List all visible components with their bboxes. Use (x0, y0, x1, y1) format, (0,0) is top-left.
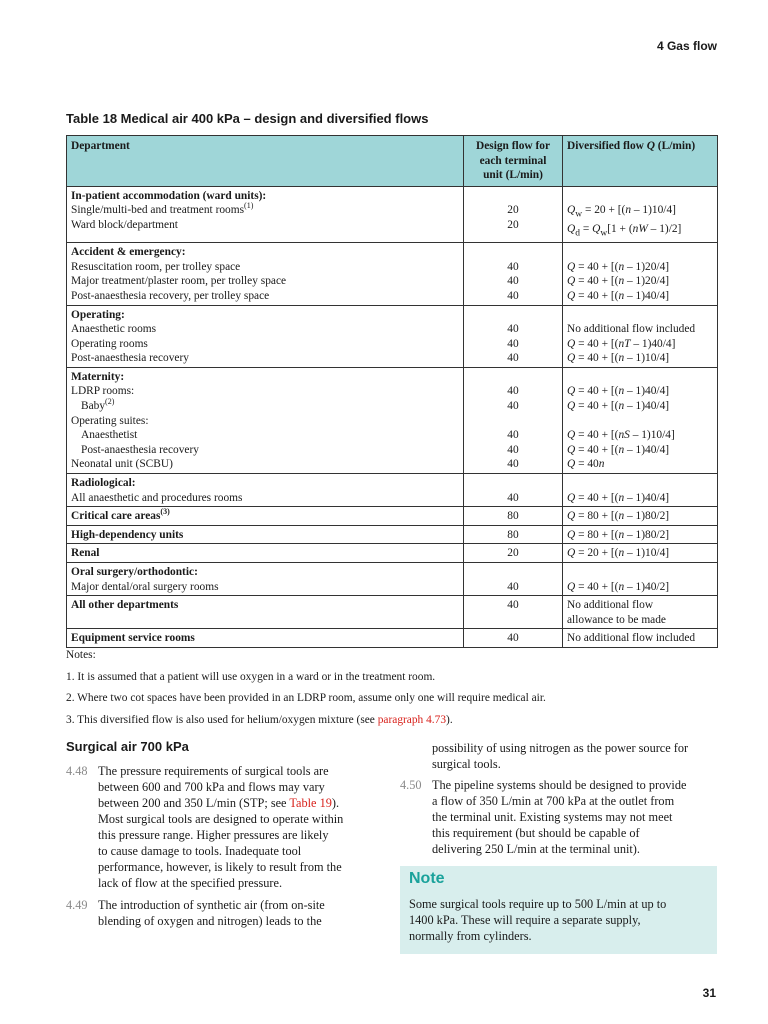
note-box (400, 866, 717, 954)
column-header-diversified-flow: Diversified flow Q (L/min) (563, 136, 718, 187)
note-2: 2. Where two cot spaces have been provided in an LDRP room, assume only one will require medical air. (66, 692, 546, 705)
table-row: All other departments 40 No additional flow allowance to be made (67, 596, 718, 629)
column-header-department: Department (67, 136, 464, 187)
running-head: 4 Gas flow (656, 39, 717, 53)
design-flows-table (66, 135, 718, 648)
table-row: High-dependency units 80 Q = 80 + [(n – 1)80/2] (67, 525, 718, 544)
table-header-row (67, 136, 718, 187)
note-title: Note (409, 870, 445, 887)
table-row: Oral surgery/orthodontic: Major dental/oral surgery rooms 40 Q = 40 + [(n – 1)40/2] (67, 563, 718, 596)
paragraph-4-50: 4.50 The pipeline systems should be designed to provide a flow of 350 L/min at 700 kPa at the outlet from the terminal unit. Existing systems may not meet this requirement (but should be capable of delivering 250 L/min at the terminal unit). (400, 778, 687, 856)
table-row: Radiological: All anaesthetic and procedures rooms 40 Q = 40 + [(n – 1)40/4] (67, 474, 718, 507)
paragraph-4-49: 4.49 The introduction of synthetic air (from on-site blending of oxygen and nitrogen) leads to the (66, 898, 325, 928)
table-19-link[interactable]: Table 19 (289, 796, 332, 810)
table-notes (66, 649, 716, 735)
table-row: Operating: Anaesthetic rooms Operating rooms Post-anaesthesia recovery 40 40 40 No additional flow included Q = 40 + [(nT – 1)40/4] Q = 40 + [(n – 1)10/4] (67, 305, 718, 367)
table-row: Renal 20 Q = 20 + [(n – 1)10/4] (67, 544, 718, 563)
table-row: Maternity: LDRP rooms: Baby$^{(2)}$ Operating suites: Anaesthetist Post-anaesthesia recovery Neonatal unit (SCBU) 40 40 40 40 40 Q = 40 + [(n – 1)40/4] Q = 40 + [(n – 1)40/4] Q = 40 + [(nS – 1)10/4] Q = 40 + [(n – 1)40/4] Q = 40n (67, 367, 718, 473)
table-row: In-patient accommodation (ward units): Single/multi-bed and treatment rooms$^{(1)}$ Ward block/department 20 20 $Q_w = 20 + [(n - 1)10/4]$ $Q_d = Q_w[1 + (nW - 1)/2]$ (67, 186, 718, 242)
column-header-design-flow: Design flow for each terminal unit (L/min) (464, 136, 563, 187)
paragraph-4-48: 4.48 The pressure requirements of surgical tools are between 600 and 700 kPa and flows may vary between 200 and 350 L/min (STP; see Table 19). Most surgical tools are designed to operate within this pressure range. Higher pressures are likely to cause damage to tools. Inadequate tool performance, however, is likely to result from the lack of flow at the specified pressure. (66, 764, 344, 890)
note-1: 1. It is assumed that a patient will use oxygen in a ward or in the treatment room. (66, 670, 436, 683)
paragraph-4-73-link[interactable]: paragraph 4.73 (377, 713, 447, 726)
table-row: Critical care areas$^{(3)}$ 80 Q = 80 + [(n – 1)80/2] (67, 507, 718, 526)
table-row: Accident & emergency: Resuscitation room, per trolley space Major treatment/plaster room, per trolley space Post-anaesthesia recovery, per trolley space 40 40 40 Q = 40 + [(n – 1)20/4] Q = 40 + [(n – 1)20/4] Q = 40 + [(n – 1)40/4] (67, 243, 718, 305)
table-row: Equipment service rooms 40 No additional flow included (67, 629, 718, 648)
note-3: 3. This diversified flow is also used for helium/oxygen mixture (see paragraph 4.73). (66, 713, 453, 726)
page-number: 31 (702, 986, 716, 1000)
notes-label: Notes: (66, 649, 96, 661)
section-heading: Surgical air 700 kPa (66, 739, 189, 754)
note-body: Some surgical tools require up to 500 L/min at up to 1400 kPa. These will require a separate supply, normally from cylinders. (409, 897, 667, 943)
table-title: Table 18 Medical air 400 kPa – design and diversified flows (66, 111, 429, 126)
paragraph-4-49-continued: possibility of using nitrogen as the power source for surgical tools. (432, 741, 689, 771)
